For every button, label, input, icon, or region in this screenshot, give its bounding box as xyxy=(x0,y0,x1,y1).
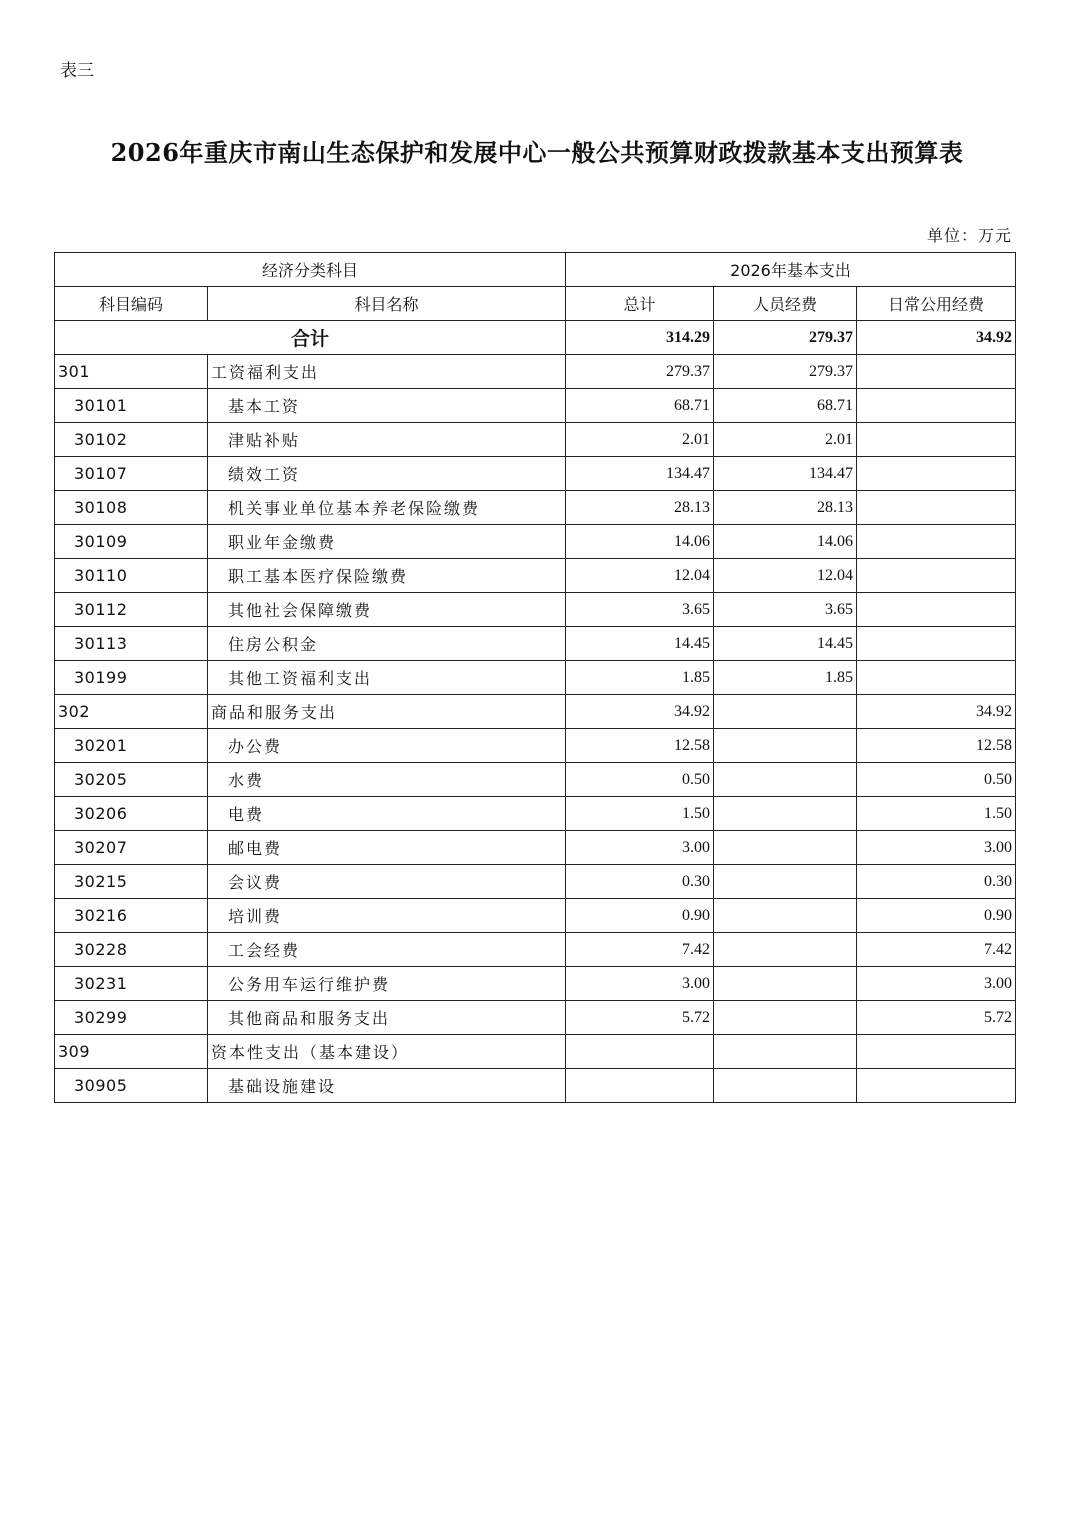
table-row xyxy=(55,865,1016,899)
row-public xyxy=(857,661,1016,695)
row-personnel: 2.01 xyxy=(714,423,857,457)
row-personnel: 12.04 xyxy=(714,559,857,593)
row-name: 住房公积金 xyxy=(208,627,566,661)
table-row xyxy=(55,559,1016,593)
row-name: 绩效工资 xyxy=(208,457,566,491)
row-name: 水费 xyxy=(208,763,566,797)
row-name: 资本性支出（基本建设） xyxy=(208,1035,566,1069)
table-row xyxy=(55,355,1016,389)
row-public xyxy=(857,559,1016,593)
total-label: 合计 xyxy=(55,321,566,355)
table-row xyxy=(55,491,1016,525)
row-name: 基础设施建设 xyxy=(208,1069,566,1103)
row-code: 30102 xyxy=(55,423,208,457)
row-code: 30201 xyxy=(55,729,208,763)
row-personnel: 134.47 xyxy=(714,457,857,491)
row-code: 30216 xyxy=(55,899,208,933)
table-number-label: 表三 xyxy=(60,61,94,81)
row-total: 34.92 xyxy=(566,695,714,729)
total-sum: 314.29 xyxy=(566,321,714,355)
header-name: 科目名称 xyxy=(208,287,566,321)
row-public: 34.92 xyxy=(857,695,1016,729)
row-public: 0.30 xyxy=(857,865,1016,899)
row-personnel: 279.37 xyxy=(714,355,857,389)
total-personnel: 279.37 xyxy=(714,321,857,355)
row-personnel: 68.71 xyxy=(714,389,857,423)
row-public: 0.50 xyxy=(857,763,1016,797)
row-total: 28.13 xyxy=(566,491,714,525)
row-total: 1.50 xyxy=(566,797,714,831)
row-code: 309 xyxy=(55,1035,208,1069)
row-name: 邮电费 xyxy=(208,831,566,865)
row-total: 3.65 xyxy=(566,593,714,627)
row-code: 302 xyxy=(55,695,208,729)
page-title: 2026年重庆市南山生态保护和发展中心一般公共预算财政拨款基本支出预算表 xyxy=(110,138,964,167)
total-public: 34.92 xyxy=(857,321,1016,355)
row-total: 14.06 xyxy=(566,525,714,559)
row-total: 3.00 xyxy=(566,967,714,1001)
row-public xyxy=(857,525,1016,559)
row-public: 1.50 xyxy=(857,797,1016,831)
row-name: 津贴补贴 xyxy=(208,423,566,457)
row-code: 30199 xyxy=(55,661,208,695)
budget-table xyxy=(54,252,1016,1103)
row-name: 职工基本医疗保险缴费 xyxy=(208,559,566,593)
row-name: 办公费 xyxy=(208,729,566,763)
row-total: 134.47 xyxy=(566,457,714,491)
row-public: 7.42 xyxy=(857,933,1016,967)
row-public xyxy=(857,1035,1016,1069)
row-name: 其他社会保障缴费 xyxy=(208,593,566,627)
table-row xyxy=(55,661,1016,695)
table-row xyxy=(55,797,1016,831)
table-row xyxy=(55,457,1016,491)
row-total: 2.01 xyxy=(566,423,714,457)
row-code: 30107 xyxy=(55,457,208,491)
row-name: 机关事业单位基本养老保险缴费 xyxy=(208,491,566,525)
row-total: 0.30 xyxy=(566,865,714,899)
row-total: 5.72 xyxy=(566,1001,714,1035)
row-total: 1.85 xyxy=(566,661,714,695)
row-code: 30215 xyxy=(55,865,208,899)
row-name: 电费 xyxy=(208,797,566,831)
row-code: 30108 xyxy=(55,491,208,525)
total-row xyxy=(55,321,1016,355)
row-public xyxy=(857,389,1016,423)
row-code: 30101 xyxy=(55,389,208,423)
row-personnel: 1.85 xyxy=(714,661,857,695)
row-name: 其他商品和服务支出 xyxy=(208,1001,566,1035)
table-row xyxy=(55,1001,1016,1035)
row-personnel xyxy=(714,899,857,933)
row-personnel xyxy=(714,967,857,1001)
row-total xyxy=(566,1069,714,1103)
row-code: 30905 xyxy=(55,1069,208,1103)
table-row xyxy=(55,933,1016,967)
row-personnel xyxy=(714,695,857,729)
row-personnel: 14.45 xyxy=(714,627,857,661)
row-code: 30109 xyxy=(55,525,208,559)
row-total: 7.42 xyxy=(566,933,714,967)
row-personnel xyxy=(714,1001,857,1035)
row-public xyxy=(857,491,1016,525)
row-personnel xyxy=(714,797,857,831)
row-public xyxy=(857,1069,1016,1103)
row-total: 12.04 xyxy=(566,559,714,593)
table-row xyxy=(55,899,1016,933)
row-personnel: 14.06 xyxy=(714,525,857,559)
row-personnel: 3.65 xyxy=(714,593,857,627)
row-total: 68.71 xyxy=(566,389,714,423)
row-name: 其他工资福利支出 xyxy=(208,661,566,695)
row-code: 30207 xyxy=(55,831,208,865)
row-total: 0.50 xyxy=(566,763,714,797)
row-personnel xyxy=(714,865,857,899)
row-name: 培训费 xyxy=(208,899,566,933)
table-row xyxy=(55,593,1016,627)
table-row xyxy=(55,763,1016,797)
row-personnel xyxy=(714,1035,857,1069)
row-public: 0.90 xyxy=(857,899,1016,933)
row-name: 基本工资 xyxy=(208,389,566,423)
row-code: 30228 xyxy=(55,933,208,967)
header-row-columns xyxy=(55,287,1016,321)
header-personnel: 人员经费 xyxy=(714,287,857,321)
row-public: 12.58 xyxy=(857,729,1016,763)
table-row xyxy=(55,389,1016,423)
row-public: 3.00 xyxy=(857,967,1016,1001)
table-row xyxy=(55,695,1016,729)
header-row-group xyxy=(55,253,1016,287)
header-basic-expense: 2026年基本支出 xyxy=(566,253,1016,287)
row-public xyxy=(857,457,1016,491)
row-code: 30206 xyxy=(55,797,208,831)
header-code: 科目编码 xyxy=(55,287,208,321)
header-econ-class: 经济分类科目 xyxy=(55,253,566,287)
row-personnel xyxy=(714,1069,857,1103)
row-public xyxy=(857,355,1016,389)
row-total: 14.45 xyxy=(566,627,714,661)
row-total xyxy=(566,1035,714,1069)
row-personnel xyxy=(714,831,857,865)
row-code: 30112 xyxy=(55,593,208,627)
row-total: 0.90 xyxy=(566,899,714,933)
table-row xyxy=(55,967,1016,1001)
row-total: 279.37 xyxy=(566,355,714,389)
unit-label: 单位：万元 xyxy=(926,226,1012,245)
table-row xyxy=(55,525,1016,559)
row-name: 会议费 xyxy=(208,865,566,899)
row-name: 工会经费 xyxy=(208,933,566,967)
table-row xyxy=(55,423,1016,457)
row-name: 职业年金缴费 xyxy=(208,525,566,559)
table-row xyxy=(55,627,1016,661)
row-personnel xyxy=(714,763,857,797)
row-public xyxy=(857,627,1016,661)
row-code: 30231 xyxy=(55,967,208,1001)
row-personnel xyxy=(714,933,857,967)
row-total: 3.00 xyxy=(566,831,714,865)
header-public-expense: 日常公用经费 xyxy=(857,287,1016,321)
row-name: 商品和服务支出 xyxy=(208,695,566,729)
row-personnel xyxy=(714,729,857,763)
header-total: 总计 xyxy=(566,287,714,321)
row-code: 301 xyxy=(55,355,208,389)
row-total: 12.58 xyxy=(566,729,714,763)
row-public: 5.72 xyxy=(857,1001,1016,1035)
table-row xyxy=(55,729,1016,763)
row-personnel: 28.13 xyxy=(714,491,857,525)
row-code: 30205 xyxy=(55,763,208,797)
row-name: 公务用车运行维护费 xyxy=(208,967,566,1001)
row-public xyxy=(857,423,1016,457)
row-name: 工资福利支出 xyxy=(208,355,566,389)
row-public xyxy=(857,593,1016,627)
table-row xyxy=(55,1035,1016,1069)
row-public: 3.00 xyxy=(857,831,1016,865)
table-row xyxy=(55,1069,1016,1103)
row-code: 30110 xyxy=(55,559,208,593)
row-code: 30299 xyxy=(55,1001,208,1035)
row-code: 30113 xyxy=(55,627,208,661)
table-row xyxy=(55,831,1016,865)
